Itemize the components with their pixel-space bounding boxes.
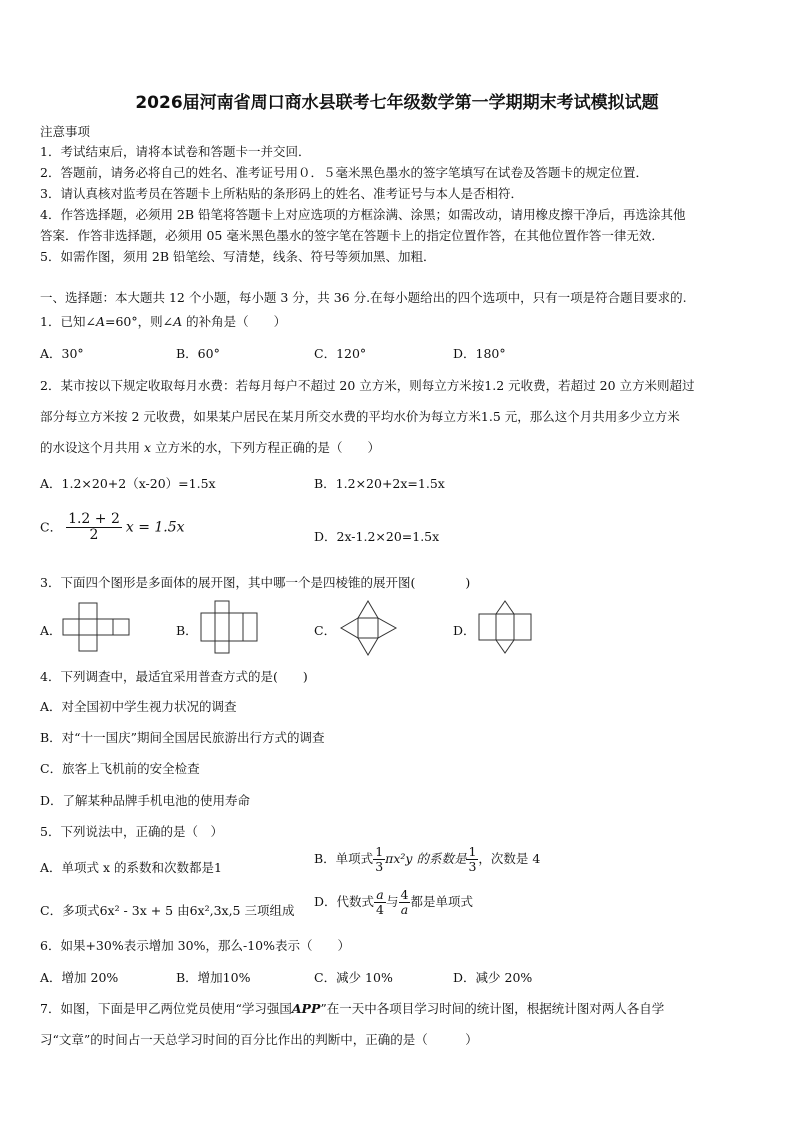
q4-option-a[interactable]: A．对全国初中学生视力状况的调查 [40, 699, 237, 714]
q3-net-a [63, 602, 133, 652]
q4-stem: 4．下列调查中，最适宜采用普查方式的是( ) [40, 669, 308, 684]
q6-option-a[interactable]: A．增加 20% [40, 970, 119, 985]
notice-heading: 注意事项 [40, 124, 91, 139]
q1-stem: 1．已知∠A=60°，则∠A 的补角是（ ） [40, 314, 287, 329]
notice-item: 5．如需作图，须用 2B 铅笔绘、写清楚，线条、符号等须加黑、加粗． [40, 249, 436, 264]
q2-stem-line: 的水设这个月共用 x 立方米的水，下列方程正确的是（ ） [40, 440, 381, 455]
q4-option-d[interactable]: D．了解某种品牌手机电池的使用寿命 [40, 793, 251, 808]
q7-stem-line: 习“文章”的时间占一天总学习时间的百分比作出的判断中，正确的是（ ） [40, 1032, 478, 1047]
q5-option-d[interactable]: D．代数式 $\frac{a}{4}$ 与 $\frac{4}{a}$ 都是单项式 [314, 887, 473, 917]
q6-option-b[interactable]: B．增加10% [176, 970, 251, 985]
q5-option-b[interactable]: B．单项式 $\frac{1}{3}$ πx²y 的系数是 $\frac{1}{3}$ ，次数是 4 [314, 844, 541, 874]
q6-stem: 6．如果+30%表示增加 30%，那么-10%表示（ ） [40, 938, 350, 953]
notice-item: 1．考试结束后，请将本试卷和答题卡一并交回． [40, 144, 311, 159]
q3-net-c [340, 600, 400, 656]
q3-option-a-label[interactable]: A． [40, 623, 62, 638]
q1-option-c[interactable]: C．120° [314, 346, 367, 361]
q2-option-a[interactable]: A．1.2×20+2（x-20）=1.5x [40, 476, 216, 491]
q3-option-c-label[interactable]: C． [314, 623, 337, 638]
q1-option-a[interactable]: A．30° [40, 346, 84, 361]
notice-item: 2．答题前，请务必将自己的姓名、准考证号用０．５毫米黑色墨水的签字笔填写在试卷及答题卡的规定位置． [40, 165, 648, 180]
q3-option-b-label[interactable]: B． [176, 623, 198, 638]
section-heading: 一、选择题：本大题共 12 个小题，每小题 3 分，共 36 分.在每小题给出的四个选项中，只有一项是符合题目要求的. [40, 290, 687, 305]
q7-stem-line: 7．如图，下面是甲乙两位党员使用“学习强国APP”在一天中各项目学习时间的统计图，根据统计图对两人各自学 [40, 1001, 665, 1016]
q3-net-d [478, 600, 538, 656]
q3-stem: 3．下面四个图形是多面体的展开图，其中哪一个是四棱锥的展开图( ) [40, 575, 471, 590]
q2-stem-line: 部分每立方米按 2 元收费，如果某户居民在某月所交水费的平均水价为每立方米1.5 元，那么这个月共用多少立方米 [40, 409, 680, 424]
q2-option-c[interactable]: C． $\frac{1.2 + 2}{2}$ x = 1.5x [40, 511, 185, 544]
q2-option-d[interactable]: D．2x-1.2×20=1.5x [314, 529, 440, 544]
q5-option-c[interactable]: C．多项式6x² - 3x + 5 由6x²,3x,5 三项组成 [40, 903, 295, 918]
page-title: 2026届河南省周口商水县联考七年级数学第一学期期末考试模拟试题 [135, 93, 659, 113]
q6-option-c[interactable]: C．减少 10% [314, 970, 393, 985]
notice-item: 4．作答选择题，必须用 2B 铅笔将答题卡上对应选项的方框涂满、涂黑；如需改动，请用橡皮擦干净后，再选涂其他 [40, 207, 686, 222]
q4-option-b[interactable]: B．对“十一国庆”期间全国居民旅游出行方式的调查 [40, 730, 325, 745]
notice-item: 答案．作答非选择题，必须用 05 毫米黑色墨水的签字笔在答题卡上的指定位置作答，在其他位置作答一律无效． [40, 228, 664, 243]
q5-option-a[interactable]: A．单项式 x 的系数和次数都是1 [40, 860, 222, 875]
q3-net-b [200, 600, 260, 654]
q5-stem: 5．下列说法中，正确的是（ ） [40, 824, 223, 839]
q4-option-c[interactable]: C．旅客上飞机前的安全检查 [40, 761, 200, 776]
q1-option-b[interactable]: B．60° [176, 346, 220, 361]
q2-stem-line: 2．某市按以下规定收取每月水费：若每月每户不超过 20 立方米，则每立方米按1.2 元收费，若超过 20 立方米则超过 [40, 378, 695, 393]
notice-item: 3．请认真核对监考员在答题卡上所粘贴的条形码上的姓名、准考证号与本人是否相符． [40, 186, 523, 201]
q1-option-d[interactable]: D．180° [453, 346, 506, 361]
q3-option-d-label[interactable]: D． [453, 623, 476, 638]
q2-option-b[interactable]: B．1.2×20+2x=1.5x [314, 476, 445, 491]
q6-option-d[interactable]: D．减少 20% [453, 970, 533, 985]
